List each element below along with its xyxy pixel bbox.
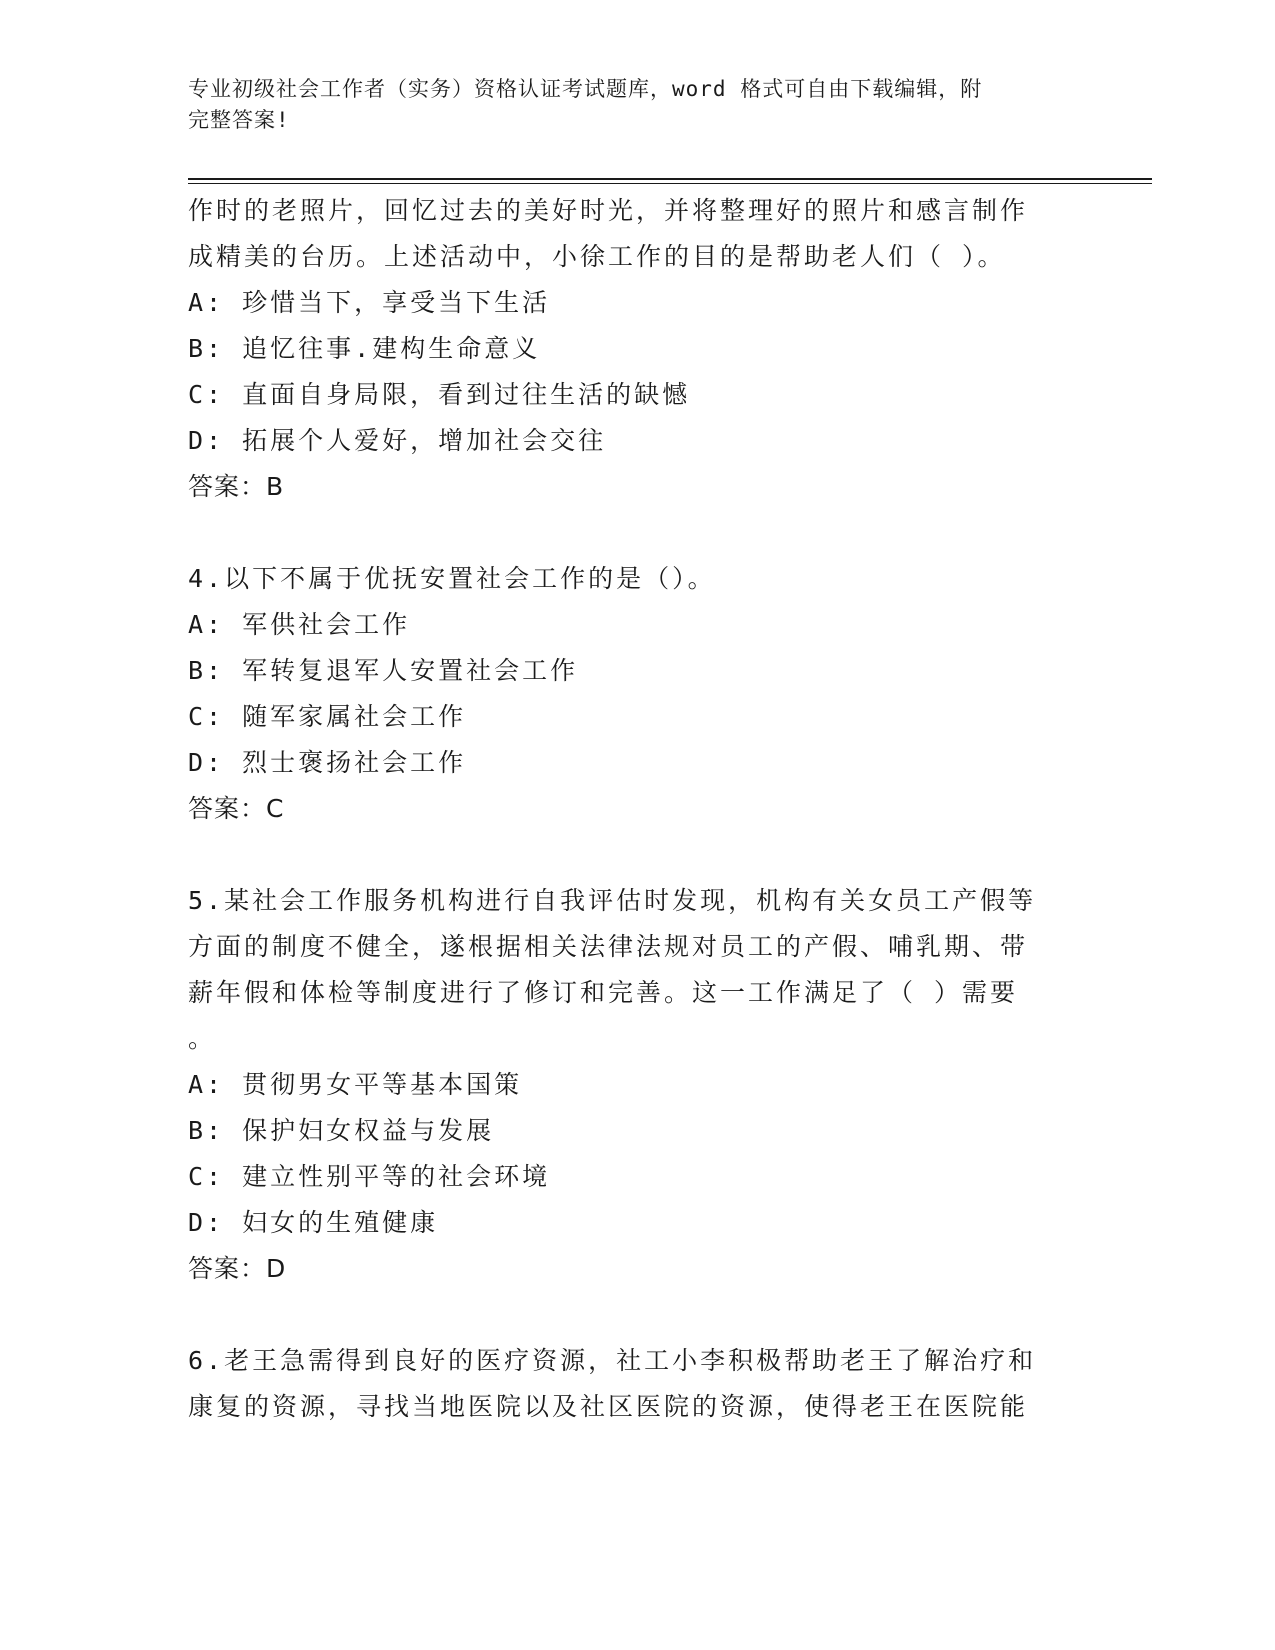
question-3-stem-line-2: 成精美的台历。上述活动中，小徐工作的目的是帮助老人们（ ）。 [188, 242, 1006, 271]
question-4-answer: 答案：C [188, 794, 285, 823]
header-divider-thick [188, 178, 1152, 180]
question-3-option-b: B: 追忆往事.建构生命意义 [188, 334, 541, 363]
question-5 [188, 878, 1088, 1292]
question-4-option-b: B: 军转复退军人安置社会工作 [188, 656, 579, 685]
question-content [188, 188, 1088, 1430]
header-divider-thin [188, 183, 1152, 184]
spacer [188, 832, 1088, 878]
question-3-answer: 答案：B [188, 472, 285, 501]
question-3 [188, 188, 1088, 510]
question-4 [188, 556, 1088, 832]
question-5-answer: 答案：D [188, 1254, 287, 1283]
page-header [188, 74, 1068, 136]
question-4-option-c: C: 随军家属社会工作 [188, 702, 467, 731]
spacer [188, 510, 1088, 556]
question-5-option-d: D: 妇女的生殖健康 [188, 1208, 439, 1237]
question-4-stem-line-1: 4.以下不属于优抚安置社会工作的是（）。 [188, 564, 716, 593]
question-5-stem-line-1: 5.某社会工作服务机构进行自我评估时发现，机构有关女员工产假等 [188, 886, 1037, 915]
question-4-option-a: A: 军供社会工作 [188, 610, 411, 639]
question-5-option-b: B: 保护妇女权益与发展 [188, 1116, 495, 1145]
question-3-option-d: D: 拓展个人爱好，增加社会交往 [188, 426, 607, 455]
spacer [188, 1292, 1088, 1338]
question-6 [188, 1338, 1088, 1430]
question-5-stem-line-2: 方面的制度不健全，遂根据相关法律法规对员工的产假、哺乳期、带 [188, 932, 1029, 961]
question-5-stem-line-4: 。 [188, 1024, 217, 1053]
question-5-option-c: C: 建立性别平等的社会环境 [188, 1162, 551, 1191]
question-5-stem-line-3: 薪年假和体检等制度进行了修订和完善。这一工作满足了（ ）需要 [188, 978, 1019, 1007]
question-3-option-a: A: 珍惜当下，享受当下生活 [188, 288, 551, 317]
question-4-option-d: D: 烈士褒扬社会工作 [188, 748, 467, 777]
question-5-option-a: A: 贯彻男女平等基本国策 [188, 1070, 523, 1099]
question-6-stem-line-1: 6.老王急需得到良好的医疗资源，社工小李积极帮助老王了解治疗和 [188, 1346, 1037, 1375]
question-3-option-c: C: 直面自身局限，看到过往生活的缺憾 [188, 380, 691, 409]
header-line-2: 完整答案! [188, 108, 290, 132]
question-6-stem-line-2: 康复的资源，寻找当地医院以及社区医院的资源，使得老王在医院能 [188, 1392, 1029, 1421]
header-line-1: 专业初级社会工作者（实务）资格认证考试题库，word 格式可自由下载编辑，附 [188, 77, 983, 101]
question-3-stem-line-1: 作时的老照片，回忆过去的美好时光，并将整理好的照片和感言制作 [188, 196, 1029, 225]
